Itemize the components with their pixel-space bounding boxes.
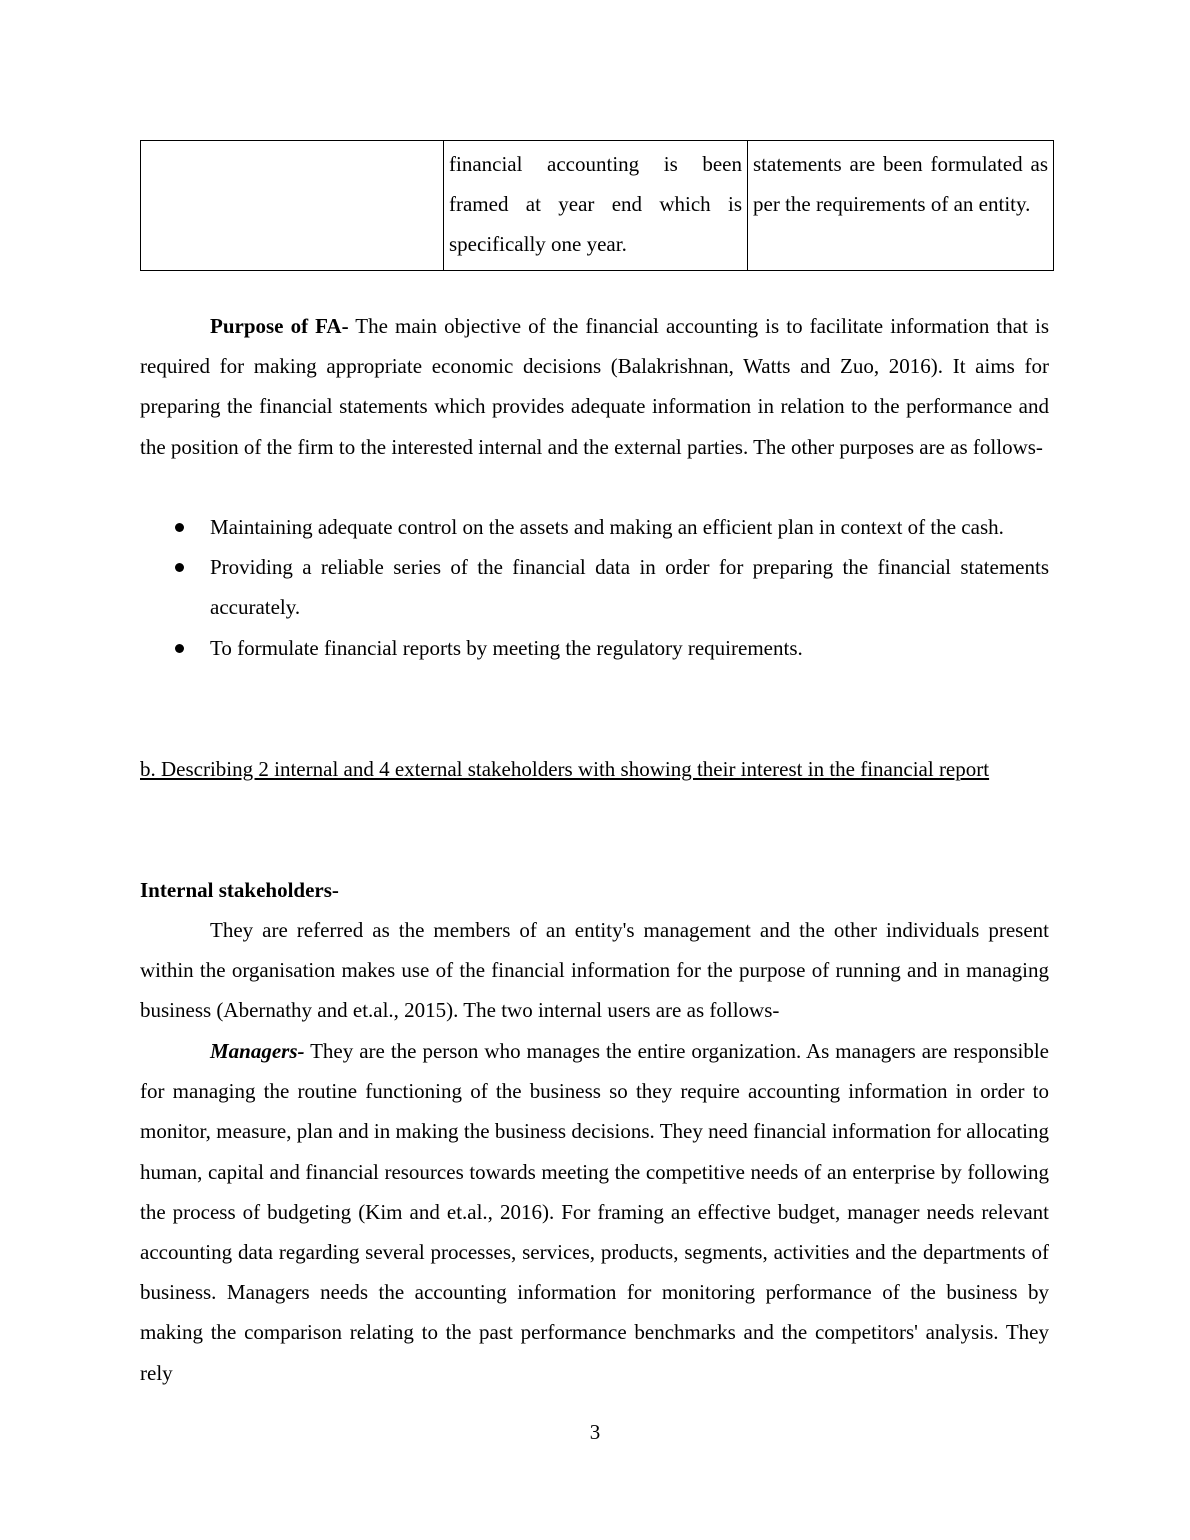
table-cell-1 bbox=[141, 141, 444, 271]
list-item bbox=[140, 628, 1049, 668]
bullet-text: To formulate financial reports by meeting the regulatory requirements. bbox=[210, 635, 803, 660]
list-item bbox=[140, 547, 1049, 627]
continued-table bbox=[140, 140, 1054, 271]
purpose-bullet-list bbox=[140, 507, 1049, 668]
bullet-icon bbox=[175, 563, 184, 572]
purpose-paragraph bbox=[140, 306, 1049, 467]
managers-text: They are the person who manages the entire organization. As managers are responsible for managing the routine functioning of the business so they require accounting information in order to monitor, measure, plan and in making the business decisions. They need financial information for allocating human, capital and financial resources towards meeting the competitive needs of an enterprise by following the process of budgeting (Kim and et.al., 2016). For framing an effective budget, manager needs relevant accounting data regarding several processes, services, products, segments, activities and the departments of business. Managers needs the accounting information for monitoring performance of the business by making the comparison relating to the past performance benchmarks and the competitors' analysis. They rely bbox=[140, 1039, 1049, 1385]
managers-paragraph bbox=[140, 1031, 1049, 1393]
managers-label: Managers- bbox=[210, 1039, 305, 1063]
section-b-heading: b. Describing 2 internal and 4 external stakeholders with showing their interest in the financial report bbox=[140, 757, 990, 781]
internal-stakeholders-heading: Internal stakeholders- bbox=[140, 878, 339, 902]
purpose-text: The main objective of the financial accounting is to facilitate information that is required for making appropriate economic decisions (Balakrishnan, Watts and Zuo, 2016). It aims for preparing the financial statements which provides adequate information in relation to the performance and the position of the firm to the interested internal and the external parties. The other purposes are as follows- bbox=[140, 314, 1049, 459]
table-cell-3: statements are been formulated as per the requirements of an entity. bbox=[748, 141, 1054, 271]
list-item bbox=[140, 507, 1049, 547]
bullet-icon bbox=[175, 644, 184, 653]
internal-intro-paragraph: They are referred as the members of an entity's management and the other individuals present within the organisation makes use of the financial information for the purpose of running and in managing business (Abernathy and et.al., 2015). The two internal users are as follows- bbox=[140, 918, 1049, 1023]
purpose-label: Purpose of FA- bbox=[210, 314, 349, 338]
bullet-icon bbox=[175, 523, 184, 532]
table-cell-2: financial accounting is been framed at year end which is specifically one year. bbox=[444, 141, 748, 271]
bullet-text: Providing a reliable series of the financial data in order for preparing the financial statements accurately. bbox=[210, 555, 1049, 620]
table-row bbox=[141, 141, 1054, 271]
page-number: 3 bbox=[589, 1420, 601, 1444]
bullet-text: Maintaining adequate control on the assets and making an efficient plan in context of the cash. bbox=[210, 515, 1004, 539]
